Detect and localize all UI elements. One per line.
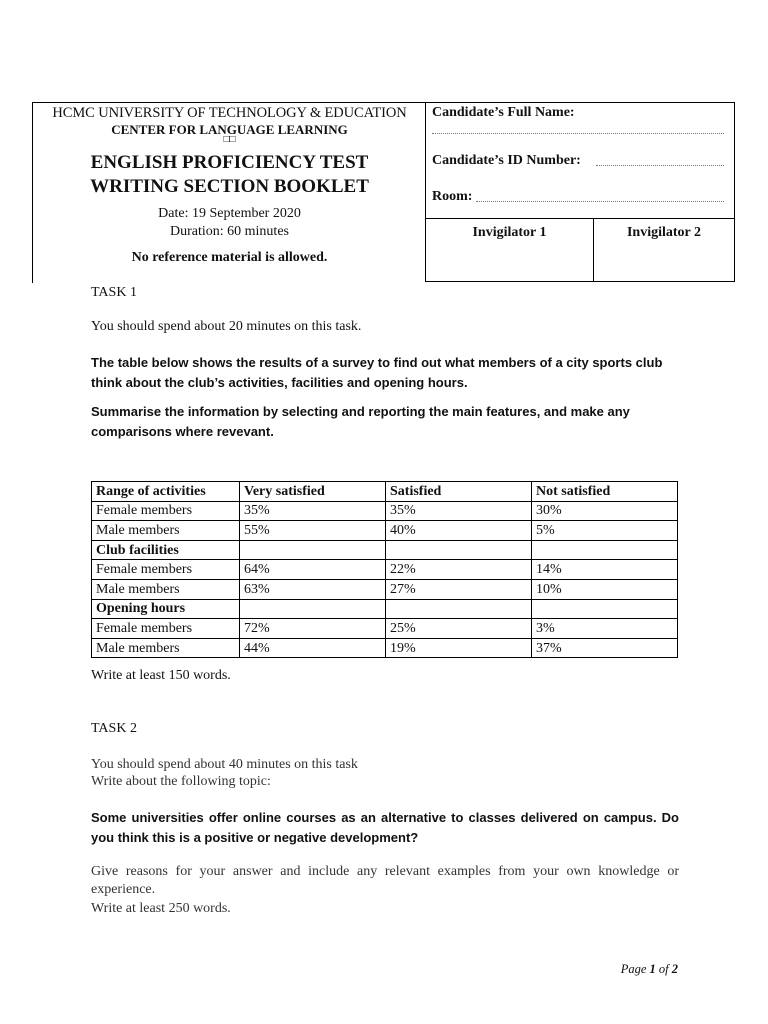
- table-cell: 19%: [386, 638, 532, 658]
- table-cell: [240, 540, 386, 560]
- table-row: [92, 560, 678, 580]
- table-cell: 25%: [386, 619, 532, 639]
- table-cell: 27%: [386, 579, 532, 599]
- table-cell: 37%: [532, 638, 678, 658]
- page-word: Page: [620, 962, 647, 976]
- invigilator-1-label: Invigilator 1: [472, 225, 547, 240]
- task2-reasons: Give reasons for your answer and include any relevant examples from your own knowledge or experience.: [91, 864, 679, 897]
- center-mark: □□: [223, 134, 236, 145]
- table-header-cell: Satisfied: [386, 482, 532, 502]
- table-cell: 30%: [532, 501, 678, 521]
- table-cell: 10%: [532, 579, 678, 599]
- full-name-label: Candidate’s Full Name:: [432, 105, 575, 120]
- table-row: [92, 579, 678, 599]
- table-cell: 55%: [240, 521, 386, 541]
- task2-time: You should spend about 40 minutes on this task: [91, 757, 358, 772]
- exam-date: Date: 19 September 2020: [158, 206, 301, 221]
- table-cell: 72%: [240, 619, 386, 639]
- page-total: 2: [671, 962, 678, 976]
- table-cell: Male members: [92, 638, 240, 658]
- table-row: [92, 638, 678, 658]
- task1-word-count: Write at least 150 words.: [91, 668, 231, 683]
- full-name-field[interactable]: [432, 133, 724, 134]
- table-cell: 44%: [240, 638, 386, 658]
- candidate-info-box: [425, 102, 735, 282]
- id-number-field[interactable]: [596, 165, 724, 166]
- page-of-word: of: [658, 962, 669, 976]
- table-cell: 14%: [532, 560, 678, 580]
- invigilator-2-cell[interactable]: [594, 219, 734, 281]
- table-cell: Female members: [92, 501, 240, 521]
- table-cell: 22%: [386, 560, 532, 580]
- reference-notice: No reference material is allowed.: [131, 250, 328, 265]
- table-row: [92, 619, 678, 639]
- table-cell: Female members: [92, 560, 240, 580]
- task2-topic-intro: Write about the following topic:: [91, 774, 271, 789]
- table-cell: 35%: [386, 501, 532, 521]
- table-section-row: [92, 599, 678, 619]
- university-name: HCMC UNIVERSITY OF TECHNOLOGY & EDUCATION: [52, 105, 407, 121]
- table-cell: [240, 599, 386, 619]
- table-cell: 5%: [532, 521, 678, 541]
- invigilator-2-label: Invigilator 2: [626, 225, 702, 240]
- table-cell: 40%: [386, 521, 532, 541]
- center-name: CENTER FOR LANGUAGE LEARNING: [111, 122, 348, 137]
- task1-heading: TASK 1: [91, 285, 137, 300]
- invigilator-row: [426, 218, 734, 281]
- table-cell: 64%: [240, 560, 386, 580]
- table-header-cell: Not satisfied: [532, 482, 678, 502]
- table-cell: 3%: [532, 619, 678, 639]
- table-cell: Male members: [92, 579, 240, 599]
- table-header-cell: Range of activities: [92, 482, 240, 502]
- table-section-row: [92, 540, 678, 560]
- table-header-row: [92, 482, 678, 502]
- table-cell: [386, 599, 532, 619]
- exam-header: [32, 102, 426, 283]
- table-cell: Female members: [92, 619, 240, 639]
- task1-time: You should spend about 20 minutes on this task.: [91, 319, 362, 334]
- table-cell: 63%: [240, 579, 386, 599]
- table-cell: [532, 540, 678, 560]
- table-cell: [386, 540, 532, 560]
- task2-heading: TASK 2: [91, 721, 137, 736]
- table-cell: 35%: [240, 501, 386, 521]
- task2-word-count: Write at least 250 words.: [91, 901, 231, 916]
- table-cell: [532, 599, 678, 619]
- booklet-title: WRITING SECTION BOOKLET: [90, 176, 369, 197]
- page-current: 1: [649, 962, 656, 976]
- invigilator-1-cell[interactable]: [426, 219, 594, 281]
- id-number-label: Candidate’s ID Number:: [432, 153, 581, 168]
- table-cell: Male members: [92, 521, 240, 541]
- test-title: ENGLISH PROFICIENCY TEST: [90, 152, 369, 173]
- page-number: [621, 962, 678, 977]
- room-label: Room:: [432, 189, 473, 204]
- table-row: [92, 501, 678, 521]
- task2-prompt: Some universities offer online courses as an alternative to classes delivered on campus. Do you think this is a positive or negative development?: [91, 810, 679, 845]
- survey-table: [91, 481, 678, 658]
- table-header-cell: Very satisfied: [240, 482, 386, 502]
- task1-prompt: The table below shows the results of a survey to find out what members of a city sports club think about the club’s activities, facilities and opening hours.: [91, 355, 663, 390]
- table-section-label: Club facilities: [92, 540, 240, 560]
- table-section-label: Opening hours: [92, 599, 240, 619]
- table-row: [92, 521, 678, 541]
- room-field[interactable]: [476, 201, 724, 202]
- task1-instruction: Summarise the information by selecting and reporting the main features, and make any comparisons where revevant.: [91, 404, 630, 439]
- exam-duration: Duration: 60 minutes: [170, 224, 289, 239]
